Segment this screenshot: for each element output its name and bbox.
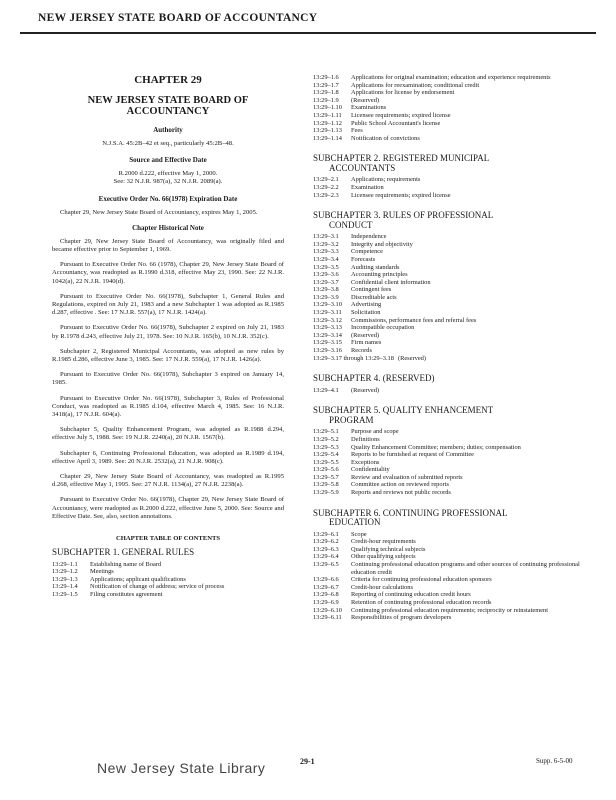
- toc-entry[interactable]: [313, 135, 586, 143]
- toc-entry[interactable]: [313, 561, 586, 576]
- section-number: 13:29–3.3: [313, 248, 339, 256]
- toc-entry[interactable]: [313, 89, 586, 97]
- toc-entry[interactable]: [313, 120, 586, 128]
- subchapter-heading-continuation: CONDUCT: [329, 219, 373, 230]
- section-number: 13:29–3.16: [313, 347, 342, 355]
- toc-entry[interactable]: [313, 444, 586, 452]
- section-number: 13:29–4.1: [313, 386, 339, 394]
- section-title: Contingent fees: [351, 286, 392, 294]
- toc-entry[interactable]: [313, 112, 586, 120]
- source-line-2: See: 32 N.J.R. 987(a), 32 N.J.R. 2089(a).: [113, 178, 223, 186]
- toc-entry[interactable]: [313, 332, 586, 340]
- subchapter-heading-continuation: EDUCATION: [329, 517, 381, 528]
- section-title: Independence: [351, 233, 387, 241]
- expiration-heading: Executive Order No. 66(1978) Expiration Date: [98, 194, 238, 203]
- section-title: Integrity and objectivity: [351, 240, 413, 248]
- right-column: [313, 74, 586, 622]
- toc-entry[interactable]: [313, 192, 586, 200]
- section-number: 13:29–1.6: [313, 74, 339, 81]
- toc-entry[interactable]: [313, 324, 586, 332]
- section-title: Public School Accountant's license: [351, 119, 441, 127]
- section-title: Meetings: [90, 568, 114, 576]
- section-title: Licensee requirements; expired license: [351, 111, 451, 119]
- toc-entry[interactable]: [313, 339, 586, 347]
- toc-entry[interactable]: [313, 127, 586, 135]
- supplement-date: Supp. 6-5-00: [536, 757, 573, 765]
- section-number: 13:29–6.7: [313, 583, 339, 591]
- section-title: Records: [351, 347, 372, 355]
- section-title: Quality Enhancement Committee; members; duties; compensation: [351, 443, 521, 451]
- section-number: 13:29–3.12: [313, 316, 342, 324]
- section-title: Applications for license by endorsement: [351, 89, 455, 97]
- section-title: Exceptions: [351, 458, 380, 466]
- section-title: Credit-hour calculations: [351, 583, 413, 591]
- chapter-number: CHAPTER 29: [134, 74, 202, 86]
- section-number: 13:29–3.13: [313, 324, 342, 332]
- section-title: Competence: [351, 248, 383, 256]
- history-paragraph: Subchapter 2, Registered Municipal Accountants, was adopted as new rules by R.1985 d.286, effective June 3, 1985. See: 17 N.J.R. 559(a), 17 N.J.R. 1426(a).: [52, 347, 284, 364]
- subchapter-heading-line: SUBCHAPTER 3. RULES OF PROFESSIONAL: [313, 210, 494, 221]
- toc-entry[interactable]: [313, 553, 586, 561]
- toc-entry[interactable]: [313, 466, 586, 474]
- section-number: 13:29–3.14: [313, 331, 342, 339]
- subchapter-heading: [52, 548, 284, 558]
- section-title: Review and evaluation of submitted reports: [351, 473, 463, 481]
- toc-right: [313, 74, 586, 622]
- toc-entry[interactable]: [52, 583, 284, 591]
- section-number: 13:29–1.5: [52, 590, 78, 598]
- section-number: 13:29–6.6: [313, 576, 339, 584]
- toc-entry[interactable]: [313, 428, 586, 436]
- toc-entry[interactable]: [313, 271, 586, 279]
- section-number: 13:29–3.1: [313, 233, 339, 241]
- section-number: 13:29–3.8: [313, 286, 339, 294]
- section-number: 13:29–5.6: [313, 466, 339, 474]
- section-title: Retention of continuing professional education records: [351, 599, 492, 606]
- page-number: 29-1: [300, 757, 315, 766]
- history-paragraph: Pursuant to Executive Order No. 66 (1978), Chapter 29, New Jersey State Board of Accountancy, was readopted as R.1990 d.318, effective May 23, 1990. See: 22 N.J.R. 1042(a), 22 N.J.R. 1940(d).: [52, 261, 284, 285]
- section-number: 13:29–6.3: [313, 545, 339, 553]
- toc-entry[interactable]: [313, 591, 586, 599]
- history-paragraph: Chapter 29, New Jersey State Board of Accountancy, was readopted as R.1995 d.268, effective May 1, 1995. See: 27 N.J.R. 1134(a), 27 N.J.R. 2238(a).: [52, 473, 284, 489]
- toc-entry[interactable]: [313, 355, 586, 363]
- section-title: Fees: [351, 127, 363, 135]
- section-title: Discreditable acts: [351, 293, 397, 301]
- section-number: 13:29–6.5: [313, 561, 339, 569]
- section-title: Solicitation: [351, 309, 381, 317]
- section-number: 13:29–1.3: [52, 575, 78, 583]
- subchapter-heading: [313, 211, 586, 230]
- toc-entry[interactable]: [52, 568, 284, 576]
- subchapter-heading-line: SUBCHAPTER 5. QUALITY ENHANCEMENT: [313, 405, 494, 416]
- section-title: Purpose and scope: [351, 428, 399, 436]
- toc-entry[interactable]: [313, 546, 586, 554]
- section-number: 13:29–1.8: [313, 89, 339, 97]
- section-number: 13:29–3.11: [313, 309, 342, 317]
- section-title: Forecasts: [351, 255, 376, 263]
- section-title: Credit-hour requirements: [351, 538, 416, 546]
- section-title: (Reserved): [351, 331, 380, 339]
- section-title: Criteria for continuing professional education sponsors: [351, 576, 492, 584]
- toc-entry[interactable]: [313, 294, 586, 302]
- section-number: 13:29–1.11: [313, 111, 342, 119]
- section-number: 13:29–6.1: [313, 530, 339, 538]
- section-number: 13:29–3.7: [313, 278, 339, 286]
- authority-text: N.J.S.A. 45:2B–42 et seq., particularly 45:2B–48.: [102, 140, 234, 147]
- section-title: Responsibilities of program developers: [351, 614, 452, 622]
- section-title: Firm names: [351, 339, 382, 347]
- subchapter-heading: [313, 406, 586, 425]
- section-title: Advertising: [351, 301, 382, 309]
- section-title: Committee action on reviewed reports: [351, 481, 449, 489]
- section-title: Notification of change of address; service of process: [90, 583, 225, 591]
- section-number: 13:29–1.10: [313, 104, 342, 112]
- library-watermark: New Jersey State Library: [97, 760, 266, 776]
- history-paragraph: Chapter 29, New Jersey State Board of Accountancy, was originally filed and became effective prior to September 1, 1969.: [52, 237, 284, 254]
- section-title: Continuing professional education requirements; reciprocity or reinstatement: [351, 606, 548, 614]
- section-number: 13:29–5.8: [313, 481, 339, 489]
- section-number: 13:29–3.10: [313, 301, 342, 309]
- toc-entry[interactable]: [313, 82, 586, 90]
- subchapter-heading-line: SUBCHAPTER 6. CONTINUING PROFESSIONAL: [313, 507, 508, 518]
- authority-heading: Authority: [153, 126, 183, 134]
- toc-entry[interactable]: [52, 561, 284, 569]
- section-title: Incompatible occupation: [351, 324, 415, 332]
- section-number: 13:29–6.11: [313, 614, 342, 622]
- toc-entry[interactable]: [313, 387, 586, 395]
- subchapter-heading: [313, 374, 586, 384]
- history-paragraph: Pursuant to Executive Order No. 66(1978), Chapter 29, New Jersey State Board of Accountancy, were readopted as R.2000 d.222, effective June 5, 2000. See: Source and Effective Date. See, also, section annotations.: [52, 496, 284, 520]
- history-paragraph: Pursuant to Executive Order No. 66(1978), Subchapter 3, Rules of Professional Conduct, was readopted as R.1985 d.104, effective March 4, 1985. See: 16 N.J.R. 3418(a), 17 N.J.R. 604(a).: [52, 394, 284, 419]
- section-number: 13:29–1.4: [52, 583, 78, 591]
- history-paragraph: Pursuant to Executive Order No. 66(1978), Subchapter 2 expired on July 21, 1983 by R.1978 d.243, effective July 21, 1978. See: 10 N.J.R. 165(b), 10 N.J.R. 352(c).: [52, 324, 284, 340]
- section-title: Confidentiality: [351, 466, 390, 474]
- section-number: 13:29–6.4: [313, 553, 339, 561]
- toc-entry[interactable]: [313, 104, 586, 112]
- section-title: Qualifying technical subjects: [351, 545, 426, 553]
- section-number: 13:29–1.13: [313, 127, 342, 135]
- section-number: 13:29–3.2: [313, 240, 339, 248]
- section-number: 13:29–3.15: [313, 339, 342, 347]
- section-number: 13:29–1.14: [313, 134, 342, 142]
- toc-entry[interactable]: [313, 531, 586, 539]
- toc-entry[interactable]: [313, 489, 586, 497]
- toc-entry[interactable]: [313, 347, 586, 355]
- toc-entry[interactable]: [313, 74, 586, 82]
- toc-entry[interactable]: [313, 481, 586, 489]
- toc-entry[interactable]: [52, 591, 284, 599]
- history-heading: Chapter Historical Note: [132, 223, 204, 232]
- section-title: Notification of convictions: [351, 134, 420, 142]
- toc-entry[interactable]: [313, 459, 586, 467]
- source-heading: Source and Effective Date: [129, 156, 207, 165]
- section-number: 13:29–2.3: [313, 191, 339, 199]
- section-number: 13:29–6.8: [313, 591, 339, 599]
- section-title: Applications; applicant qualifications: [90, 575, 186, 583]
- section-number: 13:29–1.7: [313, 81, 339, 89]
- toc-entry[interactable]: [313, 474, 586, 482]
- section-title: Examination: [351, 183, 384, 191]
- section-number: 13:29–3.5: [313, 263, 339, 271]
- history-paragraph: Subchapter 6, Continuing Professional Education, was adopted as R.1989 d.194, effective April 3, 1989. See: 20 N.J.R. 2532(a), 21 N.J.R. 908(c).: [52, 449, 284, 465]
- toc-entry[interactable]: [313, 184, 586, 192]
- left-column: [52, 74, 284, 599]
- section-number: 13:29–2.1: [313, 176, 339, 184]
- board-title: NEW JERSEY STATE BOARD OF ACCOUNTANCY: [87, 95, 249, 117]
- section-number: 13:29–6.10: [313, 606, 342, 614]
- section-number: 13:29–2.2: [313, 183, 339, 191]
- subchapter-heading-continuation: PROGRAM: [329, 414, 374, 425]
- section-number: 13:29–3.9: [313, 293, 339, 301]
- section-number: 13:29–5.2: [313, 435, 339, 443]
- section-title: Auditing standards: [351, 263, 400, 271]
- toc-entry[interactable]: [313, 286, 586, 294]
- history-paragraph: Subchapter 5, Quality Enhancement Program, was adopted as R.1988 d.294, effective July 5, 1988. See: 19 N.J.R. 2240(a), 20 N.J.R. 1567(b).: [52, 426, 284, 442]
- history-notes: [52, 238, 284, 521]
- subchapter-heading-continuation: ACCOUNTANTS: [329, 162, 396, 173]
- subchapter-heading-line: SUBCHAPTER 4. (RESERVED): [313, 373, 435, 384]
- section-number: 13:29–5.9: [313, 489, 339, 497]
- toc-entry[interactable]: [313, 279, 586, 287]
- section-title: Examinations: [351, 104, 387, 112]
- toc-entry[interactable]: [313, 538, 586, 546]
- toc-entry[interactable]: [313, 264, 586, 272]
- toc-entry[interactable]: [313, 241, 586, 249]
- source-line-1: R.2000 d.222, effective May 1, 2000.: [118, 170, 218, 178]
- section-number: 13:29–3.6: [313, 271, 339, 279]
- toc-entry[interactable]: [313, 599, 586, 607]
- section-title: Definitions: [351, 435, 380, 443]
- toc-entry[interactable]: [313, 301, 586, 309]
- section-title: Reports to be furnished at request of Committee: [351, 451, 474, 459]
- expiration-text: Chapter 29, New Jersey State Board of Accountancy, expires May 1, 2005.: [60, 208, 258, 216]
- toc-entry[interactable]: [313, 584, 586, 592]
- toc-entry[interactable]: [313, 451, 586, 459]
- section-number: 13:29–5.3: [313, 443, 339, 451]
- toc-entry[interactable]: [313, 309, 586, 317]
- section-number: 13:29–1.2: [52, 568, 78, 576]
- toc-entry[interactable]: [313, 614, 586, 622]
- section-title: Other qualifying subjects: [351, 553, 416, 561]
- section-title: (Reserved): [397, 354, 426, 362]
- section-title: Scope: [351, 530, 367, 538]
- toc-entry[interactable]: [313, 248, 586, 256]
- toc-left: [52, 548, 284, 598]
- toc-entry[interactable]: [313, 256, 586, 264]
- toc-entry[interactable]: [313, 576, 586, 584]
- running-header: NEW JERSEY STATE BOARD OF ACCOUNTANCY: [38, 12, 318, 24]
- subchapter-heading: [313, 154, 586, 173]
- section-number: 13:29–5.4: [313, 451, 339, 459]
- section-title: Continuing professional education programs and other sources of continuing professional education credit: [351, 561, 580, 576]
- section-number: 13:29–6.9: [313, 599, 339, 606]
- section-number: 13:29–6.2: [313, 538, 339, 546]
- section-number: 13:29–3.17 through 13:29–3.18: [313, 354, 394, 362]
- history-paragraph: Pursuant to Executive Order No. 66(1978), Subchapter 1, General Rules and Regulations, expired on July 21, 1983 and a new Subchapter 1 was adopted as R.1985 d.287, effective . See: 17 N.J.R. 557(a), 17 N.J.R. 1424(a).: [52, 292, 284, 317]
- toc-entry[interactable]: [313, 233, 586, 241]
- section-number: 13:29–5.7: [313, 473, 339, 481]
- section-title: Commissions, performance fees and referral fees: [351, 316, 477, 324]
- section-title: Reporting of continuing education credit hours: [351, 591, 471, 599]
- section-title: Applications for original examination; education and experience requirements: [351, 74, 551, 81]
- history-paragraph: Pursuant to Executive Order No. 66(1978), Subchapter 3 expired on January 14, 1985.: [52, 371, 284, 387]
- toc-entry[interactable]: [313, 607, 586, 615]
- section-number: 13:29–3.4: [313, 255, 339, 263]
- section-title: Applications; requirements: [351, 176, 421, 184]
- section-title: (Reserved): [351, 96, 380, 104]
- subchapter-heading-line: SUBCHAPTER 1. GENERAL RULES: [52, 547, 195, 558]
- toc-entry[interactable]: [313, 176, 586, 184]
- toc-title: CHAPTER TABLE OF CONTENTS: [115, 535, 221, 543]
- subchapter-heading: [313, 509, 586, 528]
- section-number: 13:29–5.1: [313, 428, 339, 436]
- section-title: Licensee requirements; expired license: [351, 191, 451, 199]
- toc-entry[interactable]: [313, 317, 586, 325]
- section-number: 13:29–1.1: [52, 560, 78, 568]
- header-rule: [20, 32, 596, 34]
- subchapter-heading-line: SUBCHAPTER 2. REGISTERED MUNICIPAL: [313, 153, 490, 164]
- section-title: Confidential client information: [351, 278, 431, 286]
- section-title: Accounting principles: [351, 271, 408, 279]
- section-number: 13:29–5.5: [313, 458, 339, 466]
- section-title: Establishing name of Board: [90, 560, 162, 568]
- section-title: Filing constitutes agreement: [90, 590, 163, 598]
- section-number: 13:29–1.12: [313, 119, 342, 127]
- toc-entry[interactable]: [52, 576, 284, 584]
- toc-entry[interactable]: [313, 436, 586, 444]
- toc-entry[interactable]: [313, 97, 586, 105]
- section-title: Reports and reviews not public records: [351, 489, 451, 497]
- section-title: (Reserved): [351, 386, 380, 394]
- section-number: 13:29–1.9: [313, 96, 339, 104]
- section-title: Applications for reexamination; conditional credit: [351, 81, 480, 89]
